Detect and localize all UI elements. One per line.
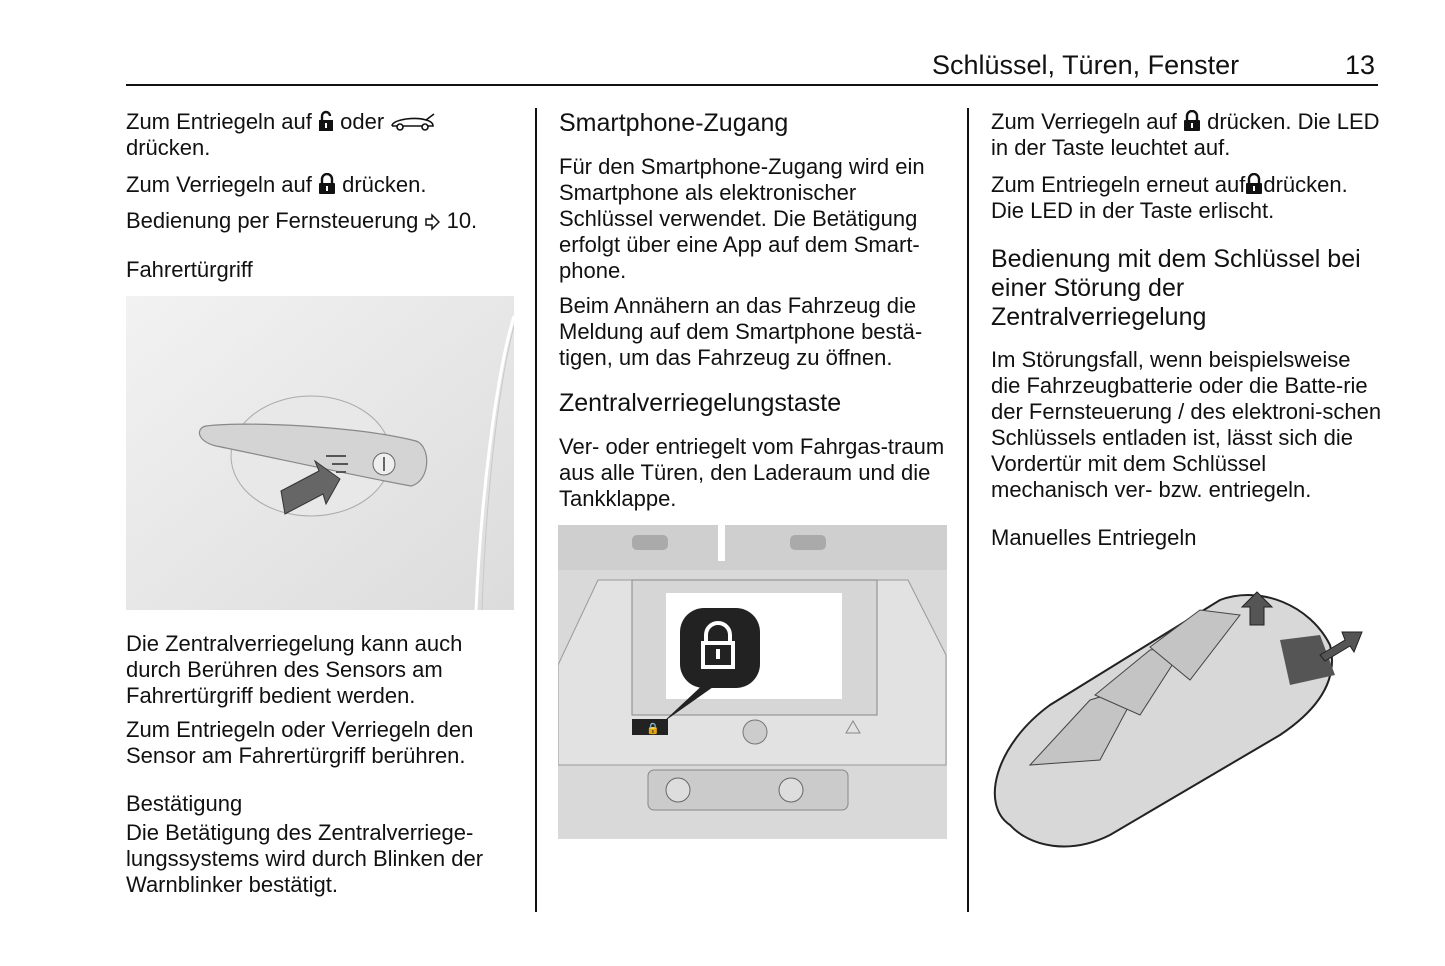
paragraph: Beim Annähern an das Fahrzeug die Meldung auf dem Smartphone bestä-tigen, um das Fahrzeug zu öffnen.	[559, 293, 923, 370]
lock-icon	[318, 173, 336, 195]
header-rule	[126, 84, 1378, 86]
section-title: Schlüssel, Türen, Fenster	[932, 50, 1240, 80]
svg-text:🔒: 🔒	[646, 722, 660, 735]
unlock-icon	[318, 110, 334, 132]
paragraph: Zum Verriegeln auf drücken. Die LED in der Taste leuchtet auf.	[991, 109, 1380, 160]
page-number: 13	[1345, 50, 1376, 80]
column-divider	[535, 108, 537, 912]
heading: Smartphone-Zugang	[559, 109, 789, 137]
paragraph: Zum Entriegeln erneut auf drücken. Die LED in der Taste erlischt.	[991, 172, 1348, 223]
subheading: Fahrertürgriff	[126, 257, 253, 282]
paragraph: Bedienung per Fernsteuerung 10.	[126, 208, 478, 233]
subheading: Manuelles Entriegeln	[991, 525, 1197, 550]
page-reference-link[interactable]: 10.	[446, 208, 478, 233]
key-fob-illustration	[990, 585, 1380, 855]
paragraph: Ver- oder entriegelt vom Fahrgas-traum aus alle Türen, den Laderaum und die Tankklappe.	[559, 434, 945, 511]
car-tailgate-icon	[390, 112, 436, 132]
door-handle-illustration	[126, 296, 514, 610]
page-reference-arrow-icon[interactable]	[424, 213, 440, 231]
lock-icon	[1245, 173, 1263, 195]
paragraph: Zum Entriegeln oder Verriegeln den Sensor am Fahrertürgriff berühren.	[126, 717, 474, 768]
heading: Zentralverriegelungstaste	[559, 389, 842, 417]
lock-icon	[1183, 110, 1201, 132]
paragraph: Die Betätigung des Zentralverriege-lungssystems wird durch Blinken der Warnblinker bestätigt.	[126, 820, 484, 897]
paragraph: Die Zentralverriegelung kann auch durch Berühren des Sensors am Fahrertürgriff bedient werden.	[126, 631, 463, 708]
paragraph: Im Störungsfall, wenn beispielsweise die Fahrzeugbatterie oder die Batte-rie der Fernsteuerung / des elektroni-schen Schlüssels entladen ist, lässt sich die Vordertür mit dem Schlüssel mechanisch ver- bzw. entriegeln.	[991, 347, 1382, 502]
dashboard-illustration	[558, 525, 947, 839]
subheading: Bestätigung	[126, 791, 243, 816]
paragraph: Zum Verriegeln auf drücken.	[126, 172, 427, 197]
heading: Bedienung mit dem Schlüssel bei einer Störung der Zentralverriegelung	[991, 245, 1361, 331]
column-divider	[967, 108, 969, 912]
paragraph: Zum Entriegeln auf oder drücken.	[126, 109, 516, 161]
paragraph: Für den Smartphone-Zugang wird ein Smartphone als elektronischer Schlüssel verwendet. Die Betätigung erfolgt über eine App auf dem Smart-phone.	[559, 154, 925, 283]
